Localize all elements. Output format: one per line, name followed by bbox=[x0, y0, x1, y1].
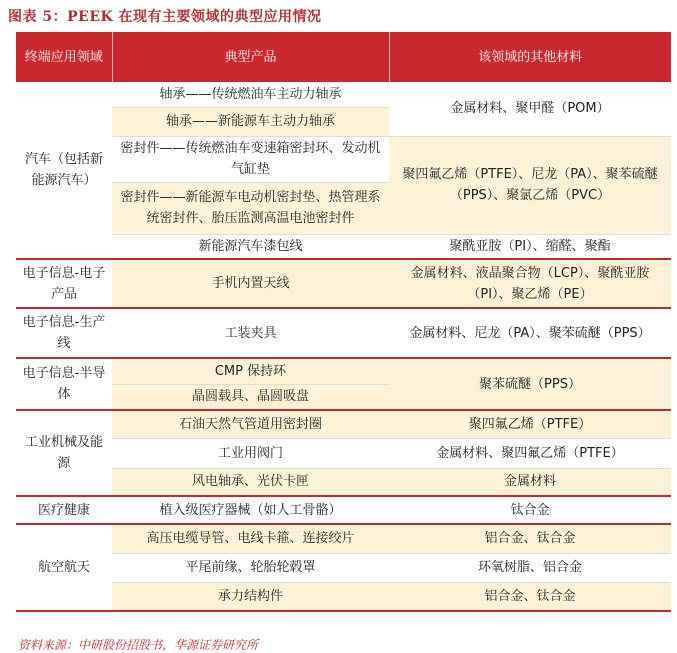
product-cell: 轴承——新能源车主动力轴承 bbox=[112, 107, 389, 136]
table-row bbox=[16, 259, 671, 308]
product-cell: 轴承——传统燃油车主动力轴承 bbox=[112, 82, 389, 107]
product-cell: 工业用阀门 bbox=[112, 438, 389, 468]
materials-cell: 铝合金、钛合金 bbox=[389, 582, 671, 611]
domain-electronics-production: 电子信息-生产线 bbox=[16, 308, 112, 358]
product-cell: CMP 保持环 bbox=[112, 358, 389, 384]
table-row bbox=[16, 358, 671, 384]
domain-aerospace: 航空航天 bbox=[16, 524, 112, 611]
product-cell: 晶圆载具、晶圆吸盘 bbox=[112, 384, 389, 410]
materials-cell: 金属材料 bbox=[389, 468, 671, 496]
materials-cell: 聚酰亚胺（PI）、缩醛、聚酯 bbox=[389, 234, 671, 259]
table-row bbox=[16, 582, 671, 611]
domain-electronics-semiconductor: 电子信息-半导体 bbox=[16, 358, 112, 410]
domain-industrial-energy: 工业机械及能源 bbox=[16, 410, 112, 496]
materials-cell: 金属材料、聚四氟乙烯（PTFE） bbox=[389, 438, 671, 468]
table-row bbox=[16, 410, 671, 438]
product-cell: 高压电缆导管、电线卡箍、连接绞片 bbox=[112, 524, 389, 553]
table-row bbox=[16, 496, 671, 524]
domain-auto: 汽车（包括新能源汽车） bbox=[16, 82, 112, 259]
product-cell: 平尾前缘、轮胎轮毂罩 bbox=[112, 553, 389, 582]
materials-cell: 聚苯硫醚（PPS） bbox=[389, 358, 671, 410]
product-cell: 植入级医疗器械（如人工骨骼） bbox=[112, 496, 389, 524]
materials-cell: 金属材料、液晶聚合物（LCP）、聚酰亚胺（PI）、聚乙烯（PE） bbox=[389, 259, 671, 308]
source-note: 资料来源：中研股份招股书，华源证券研究所 bbox=[18, 638, 259, 652]
materials-cell: 环氧树脂、铝合金 bbox=[389, 553, 671, 582]
table-row bbox=[16, 308, 671, 358]
figure-title: 图表 5：PEEK 在现有主要领域的典型应用情况 bbox=[8, 9, 322, 25]
materials-cell: 聚四氟乙烯（PTFE） bbox=[389, 410, 671, 438]
product-cell: 手机内置天线 bbox=[112, 259, 389, 308]
materials-cell: 钛合金 bbox=[389, 496, 671, 524]
product-cell: 密封件——传统燃油车变速箱密封环、发动机气缸垫 bbox=[112, 136, 389, 182]
table-row bbox=[16, 468, 671, 496]
header-other-materials: 该领域的其他材料 bbox=[389, 32, 671, 82]
materials-cell: 铝合金、钛合金 bbox=[389, 524, 671, 553]
product-cell: 工装夹具 bbox=[112, 308, 389, 358]
product-cell: 承力结构件 bbox=[112, 582, 389, 611]
materials-cell: 金属材料、尼龙（PA）、聚苯硫醚（PPS） bbox=[389, 308, 671, 358]
materials-cell: 金属材料、聚甲醛（POM） bbox=[389, 82, 671, 136]
domain-medical: 医疗健康 bbox=[16, 496, 112, 524]
peek-applications-table bbox=[16, 32, 671, 612]
table-row bbox=[16, 234, 671, 259]
product-cell: 石油天然气管道用密封圈 bbox=[112, 410, 389, 438]
table-row bbox=[16, 524, 671, 553]
table-row bbox=[16, 82, 671, 107]
materials-cell: 聚四氟乙烯（PTFE）、尼龙（PA）、聚苯硫醚（PPS）、聚氯乙烯（PVC） bbox=[389, 136, 671, 234]
header-product: 典型产品 bbox=[112, 32, 389, 82]
table-header-row bbox=[16, 32, 671, 82]
table-row bbox=[16, 553, 671, 582]
table-row bbox=[16, 136, 671, 182]
header-domain: 终端应用领域 bbox=[16, 32, 112, 82]
product-cell: 风电轴承、光伏卡匣 bbox=[112, 468, 389, 496]
domain-electronics-products: 电子信息-电子产品 bbox=[16, 259, 112, 308]
table-row bbox=[16, 438, 671, 468]
product-cell: 密封件——新能源车电动机密封垫、热管理系统密封件、胎压监测高温电池密封件 bbox=[112, 182, 389, 234]
product-cell: 新能源汽车漆包线 bbox=[112, 234, 389, 259]
